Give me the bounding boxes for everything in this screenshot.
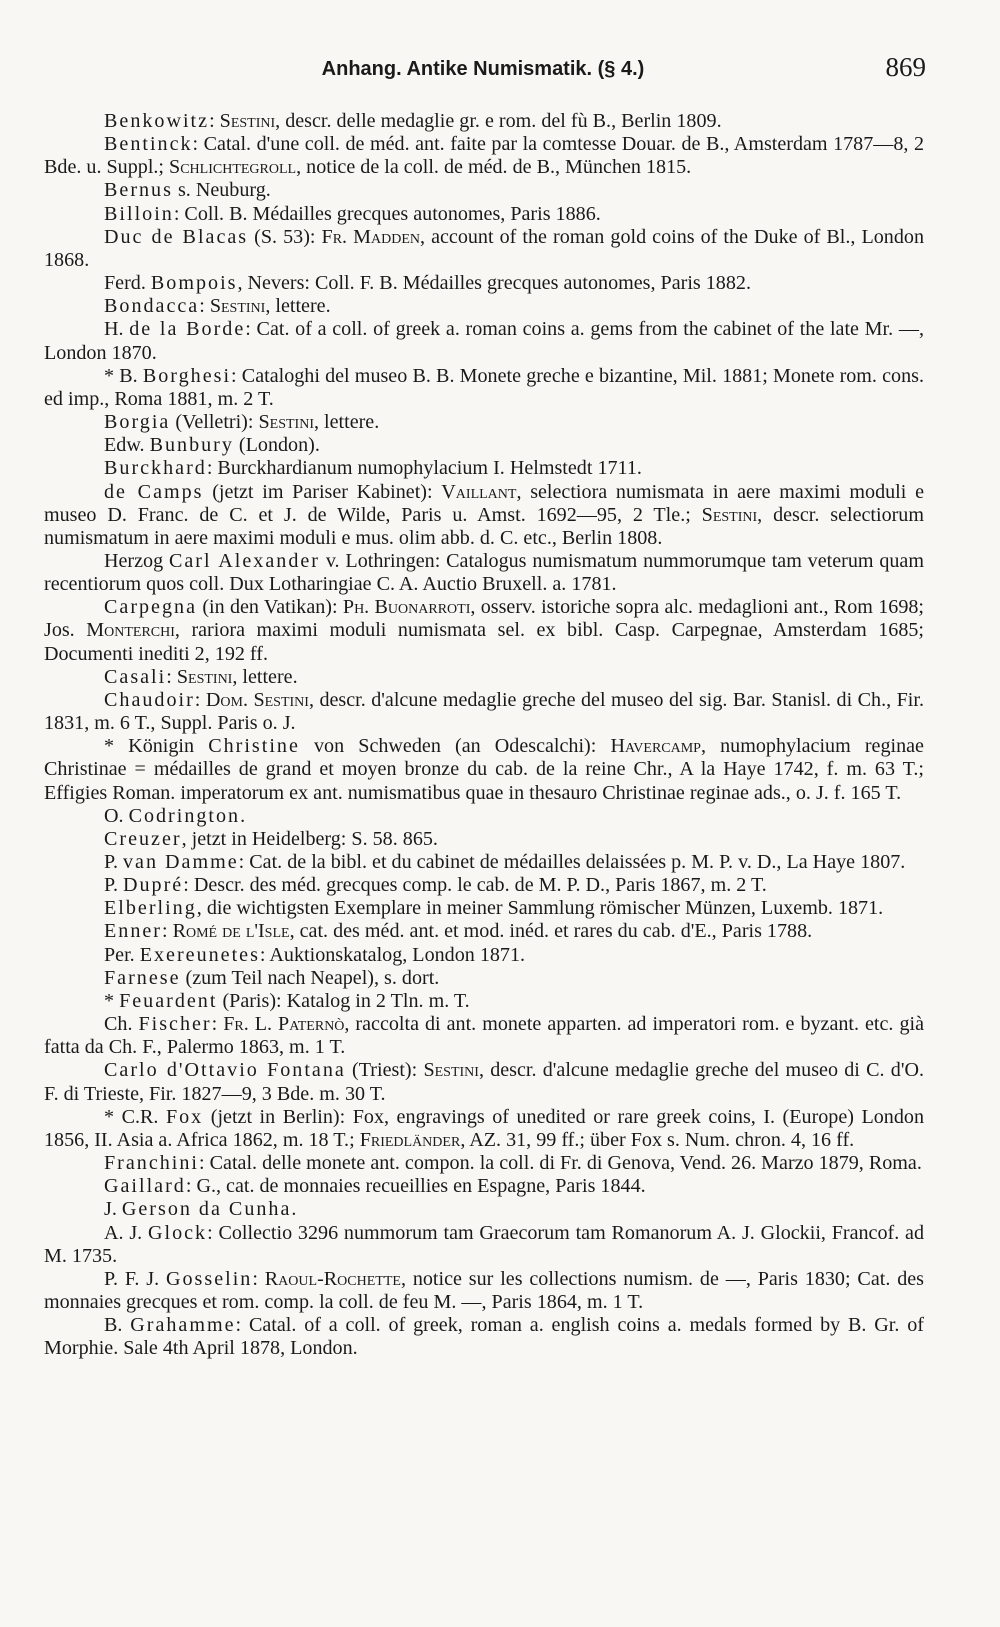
entry-text: : Collectio 3296 nummorum tam Graecorum tam Romanorum A. J. Glockii, Francof. ad M. 1735. xyxy=(44,1221,924,1267)
author-name: Raoul-Rochette xyxy=(264,1267,401,1290)
bibliography-entry xyxy=(44,133,924,179)
entry-text: : xyxy=(161,920,173,943)
author-name: Fr. Madden xyxy=(321,225,420,248)
entry-text: Ferd. xyxy=(104,272,151,295)
entry-text: (S. 53): xyxy=(248,225,322,248)
author-name: Sestini xyxy=(219,110,276,132)
entry-text: * B. xyxy=(104,364,143,387)
collector-name: Bunbury xyxy=(149,434,234,457)
author-name: Monterchi xyxy=(86,619,175,642)
entry-text: , Nevers: Coll. F. B. Médailles grecques autonomes, Paris 1882. xyxy=(237,272,751,295)
collector-name: Exereunetes xyxy=(139,943,260,966)
collector-name: Carl Alexander xyxy=(168,549,320,572)
entry-text: , notice sur les collections numism. de —, Paris 1830; Cat. des monnaies grecques et rom. comp. la coll. de feu M. —, Paris 1864, m. 1 T. xyxy=(44,1267,924,1313)
entry-text: A. J. xyxy=(104,1221,148,1244)
author-name: Fr. L. Paternò xyxy=(223,1013,345,1036)
entry-text: : xyxy=(252,1267,265,1290)
collector-name: Enner xyxy=(104,920,162,943)
collector-name: Glock xyxy=(147,1221,208,1244)
bibliography-entry xyxy=(44,1198,924,1221)
bibliography-entry xyxy=(44,272,924,295)
entry-text: , notice de la coll. de méd. de B., München 1815. xyxy=(296,156,692,179)
entry-text: Edw. xyxy=(104,434,150,457)
collector-name: Burckhard xyxy=(104,457,207,480)
entry-text: P. F. J. xyxy=(104,1267,166,1290)
author-name: Romé de l'Isle xyxy=(172,920,290,943)
entry-text: s. Neuburg. xyxy=(172,179,271,202)
entry-text: : Cat. de la bibl. et du cabinet de médailles delaissées p. M. P. v. D., La Haye 1807. xyxy=(238,851,906,873)
entry-text: * Königin xyxy=(104,735,209,758)
bibliography-entry xyxy=(44,805,924,828)
entry-text: , die wichtigsten Exemplare in meiner Sammlung römischer Münzen, Luxemb. 1871. xyxy=(196,897,884,920)
entry-text: (zum Teil nach Neapel), s. dort. xyxy=(180,966,440,989)
bibliography-entry xyxy=(44,318,924,364)
collector-name: Chaudoir xyxy=(104,688,195,711)
bibliography-entry xyxy=(44,920,924,943)
bibliography-entry xyxy=(44,1106,924,1152)
collector-name: Bompois xyxy=(150,272,238,295)
entry-text: B. xyxy=(104,1314,131,1337)
collector-name: Feuardent xyxy=(119,989,218,1012)
entry-text: . xyxy=(240,804,246,827)
entry-text: (Velletri): xyxy=(170,411,259,434)
author-name: Sestini xyxy=(258,411,314,434)
entry-text: H. xyxy=(104,318,130,341)
collector-name: Fox xyxy=(165,1105,204,1128)
collector-name: Billoin xyxy=(104,202,174,225)
bibliography-entry xyxy=(44,1013,924,1059)
author-name: Sestini xyxy=(176,665,233,688)
author-name: Vaillant xyxy=(441,480,517,503)
collector-name: Carpegna xyxy=(104,596,197,619)
entry-text: (jetzt im Pariser Kabinet): xyxy=(203,480,442,503)
page-header xyxy=(40,52,926,92)
entry-text: , lettere. xyxy=(232,665,298,688)
entry-text: , selectiora numismata in aere maximi moduli e museo D. Franc. de C. et J. de Wilde, Paris u. Amst. 1692—95, 2 Tle.; xyxy=(44,480,924,526)
entry-text: (Paris): Katalog in 2 Tln. m. T. xyxy=(217,989,470,1012)
entry-text: (London). xyxy=(233,434,320,457)
entry-text: , descr. d'alcune medaglie greche del museo del sig. Bar. Stanisl. di Ch., Fir. 1831, m. 6 T., Suppl. Paris o. J. xyxy=(44,688,924,735)
entry-text: : Cat. of a coll. of greek a. roman coins a. gems from the cabinet of the late Mr. —, London 1870. xyxy=(44,318,924,364)
collector-name: Grahamme xyxy=(130,1314,236,1337)
bibliography-entry xyxy=(44,411,924,434)
bibliography-entry xyxy=(44,897,924,920)
entry-text: : Catal. d'une coll. de méd. ant. faite par la comtesse Douar. de B., Amsterdam 1787—8, 2 Bde. u. Suppl.; xyxy=(44,133,924,179)
bibliography-entry xyxy=(44,874,924,897)
entry-text: , jetzt in Heidelberg: S. 58. 865. xyxy=(181,827,438,850)
bibliography-entry xyxy=(44,481,924,550)
collector-name: Borghesi xyxy=(142,364,232,387)
entry-text: : Catal. of a coll. of greek, roman a. english coins a. medals formed by B. Gr. of Morphie. Sale 4th April 1878, London. xyxy=(44,1314,924,1360)
collector-name: Creuzer xyxy=(104,827,182,850)
entry-text: : Burckhardianum numophylacium I. Helmstedt 1711. xyxy=(206,457,642,480)
entry-text: : Coll. B. Médailles grecques autonomes, Paris 1886. xyxy=(173,202,601,225)
collector-name: Borgia xyxy=(104,411,171,434)
entry-text: : xyxy=(209,110,220,132)
running-title: Anhang. Antike Numismatik. (§ 4.) xyxy=(321,58,645,80)
entry-text: : Descr. des méd. grecques comp. le cab. de M. P. D., Paris 1867, m. 2 T. xyxy=(183,874,767,897)
bibliography-entry xyxy=(44,851,924,874)
entry-text: : Auktionskatalog, London 1871. xyxy=(259,943,526,966)
collector-name: Franchini xyxy=(104,1152,200,1175)
entry-text: , descr. delle medaglie gr. e rom. del fù B., Berlin 1809. xyxy=(275,110,722,132)
bibliography-list xyxy=(44,110,924,1360)
collector-name: Carlo d'Ottavio Fontana xyxy=(104,1059,346,1082)
entry-text: Ch. xyxy=(104,1013,139,1036)
bibliography-entry xyxy=(44,967,924,990)
bibliography-entry xyxy=(44,457,924,480)
bibliography-entry xyxy=(44,596,924,665)
bibliography-entry xyxy=(44,1152,924,1175)
entry-text: (Triest): xyxy=(345,1059,424,1082)
collector-name: de la Borde xyxy=(129,318,246,341)
entry-text: J. xyxy=(104,1198,122,1221)
collector-name: Casali xyxy=(104,665,167,688)
bibliography-entry xyxy=(44,689,924,735)
entry-text: P. xyxy=(104,851,123,873)
entry-text: : Cataloghi del museo B. B. Monete greche e bizantine, Mil. 1881; Monete rom. cons. ed imp., Roma 1881, m. 2 T. xyxy=(44,364,924,410)
entry-text: (in den Vatikan): xyxy=(197,596,343,619)
author-name: Sestini xyxy=(423,1059,479,1082)
bibliography-entry xyxy=(44,1175,924,1198)
entry-text: , lettere. xyxy=(265,295,331,318)
entry-text: , descr. selectiorum numismatum in aere maximi moduli e mus. olim abb. d. C. etc., Berlin 1808. xyxy=(44,503,924,549)
entry-text: , account of the roman gold coins of the Duke of Bl., London 1868. xyxy=(44,225,924,271)
entry-text: (jetzt in Berlin): Fox, engravings of unedited or rare greek coins, I. (Europe) London 1856, II. Asia a. Africa 1862, m. 18 T.; xyxy=(44,1105,924,1151)
entry-text: , raccolta di ant. monete apparten. ad imperatori rom. e byzant. etc. già fatta da Ch. F., Palermo 1863, m. 1 T. xyxy=(44,1013,924,1059)
bibliography-entry xyxy=(44,434,924,457)
entry-text: , rariora maximi moduli numismata sel. ex bibl. Casp. Carpegnae, Amsterdam 1685; Documenti inediti 2, 192 ff. xyxy=(44,619,925,665)
bibliography-entry xyxy=(44,226,924,272)
collector-name: Fischer xyxy=(138,1013,212,1036)
bibliography-entry xyxy=(44,735,924,804)
bibliography-entry xyxy=(44,828,924,851)
collector-name: Bentinck xyxy=(104,133,193,156)
collector-name: Gerson da Cunha xyxy=(121,1198,292,1221)
bibliography-entry xyxy=(44,365,924,411)
entry-text: P. xyxy=(104,874,123,897)
collector-name: Bernus xyxy=(104,179,173,202)
collector-name: de Camps xyxy=(104,480,204,503)
bibliography-entry xyxy=(44,1059,924,1105)
bibliography-entry xyxy=(44,203,924,226)
collector-name: Duc de Blacas xyxy=(104,225,249,248)
collector-name: Codrington xyxy=(128,804,241,827)
bibliography-entry xyxy=(44,550,924,596)
entry-text: : Catal. delle monete ant. compon. la coll. di Fr. di Genova, Vend. 26. Marzo 1879, Roma. xyxy=(199,1152,922,1175)
author-name: Ph. Buonarroti xyxy=(342,596,471,619)
collector-name: Christine xyxy=(208,735,300,758)
entry-text: , numophylacium reginae Christinae = médailles de grand et moyen bronze du cab. de la reine Chr., A la Haye 1742, f. m. 63 T.; Effigies Roman. imperatorum ex ant. numismatibus quae in thesauro Christinae reginae ads., o. J. f. 165 T. xyxy=(44,735,924,804)
entry-text: Per. xyxy=(104,943,140,966)
author-name: Sestini xyxy=(209,295,266,318)
entry-text: * C.R. xyxy=(104,1105,166,1128)
collector-name: Dupré xyxy=(123,874,184,897)
entry-text: : xyxy=(166,665,177,688)
entry-text: O. xyxy=(104,804,129,827)
entry-text: , descr. d'alcune medaglie greche del museo di C. d'O. F. di Trieste, Fir. 1827—9, 3 Bde. m. 30 T. xyxy=(44,1059,924,1105)
entry-text: Herzog xyxy=(104,549,169,572)
bibliography-entry xyxy=(44,110,924,133)
entry-text: , AZ. 31, 99 ff.; über Fox s. Num. chron. 4, 16 ff. xyxy=(460,1128,855,1151)
bibliography-entry xyxy=(44,295,924,318)
page-number: 869 xyxy=(885,52,926,82)
bibliography-entry xyxy=(44,1314,924,1360)
collector-name: Benkowitz xyxy=(104,110,210,132)
entry-text: , cat. des méd. ant. et mod. inéd. et rares du cab. d'E., Paris 1788. xyxy=(289,920,813,943)
collector-name: Bondacca xyxy=(104,295,200,318)
collector-name: Elberling xyxy=(104,897,197,920)
bibliography-entry xyxy=(44,666,924,689)
bibliography-entry xyxy=(44,1268,924,1314)
author-name: Friedländer xyxy=(359,1128,461,1151)
collector-name: Farnese xyxy=(104,966,181,989)
collector-name: Gaillard xyxy=(104,1175,186,1198)
collector-name: van Damme xyxy=(123,851,239,873)
author-name: Schlichtegroll xyxy=(169,156,297,179)
entry-text: : G., cat. de monnaies recueillies en Espagne, Paris 1844. xyxy=(185,1175,646,1198)
author-name: Sestini xyxy=(701,503,758,526)
entry-text: : xyxy=(199,295,210,318)
bibliography-entry xyxy=(44,179,924,202)
author-name: Dom. Sestini xyxy=(205,688,309,711)
entry-text: : xyxy=(194,688,206,711)
entry-text: von Schweden (an Odescalchi): xyxy=(299,735,611,758)
bibliography-entry xyxy=(44,1222,924,1268)
bibliography-entry xyxy=(44,990,924,1013)
entry-text: v. Lothringen: Catalogus numismatum nummorumque tam veterum quam recentiorum quos coll. Dux Lotharingiae C. A. Auctio Bruxell. a. 1781. xyxy=(44,549,924,596)
entry-text: * xyxy=(104,989,120,1012)
entry-text: . xyxy=(291,1198,297,1221)
entry-text: , osserv. istoriche sopra alc. medaglioni ant., Rom 1698; Jos. xyxy=(44,596,924,642)
entry-text: , lettere. xyxy=(313,411,380,434)
entry-text: : xyxy=(211,1013,224,1036)
collector-name: Gosselin xyxy=(166,1267,253,1290)
author-name: Havercamp xyxy=(610,735,701,758)
bibliography-entry xyxy=(44,944,924,967)
